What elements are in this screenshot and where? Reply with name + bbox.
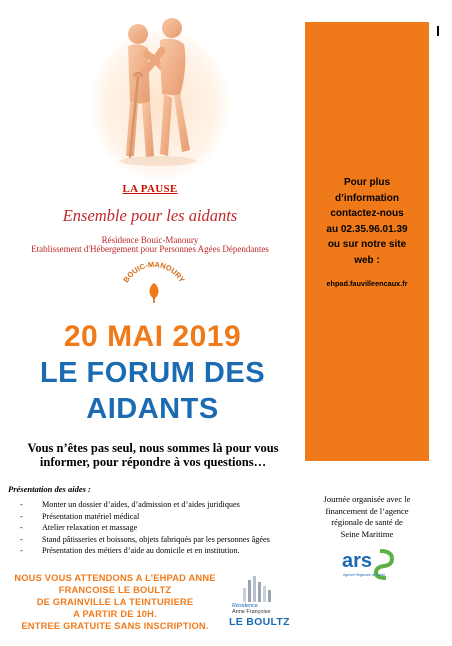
contact-line1: Pour plus	[343, 177, 391, 188]
list-item: - Présentation matériel médical	[20, 511, 310, 523]
tagline-line2: informer, pour répondre à vos questions…	[39, 455, 267, 469]
elderly-couple-illustration	[100, 6, 212, 176]
etablissement-description: Etablissement d'Hébergement pour Personnes Agées Dépendantes	[31, 244, 269, 254]
text-cursor	[437, 26, 439, 36]
sponsor-line1: Journée organisée avec le	[323, 494, 411, 504]
contact-website-link[interactable]: ehpad.fauvilleencaux.fr	[326, 279, 408, 288]
event-title-line2: AIDANTS	[86, 393, 219, 425]
invitation-line1: NOUS VOUS ATTENDONS A L’EHPAD ANNE	[14, 573, 216, 583]
contact-line2: d’information	[335, 192, 399, 204]
ensemble-subtitle: Ensemble pour les aidants	[62, 206, 238, 225]
invitation-line5: ENTREE GRATUITE SANS INSCRIPTION.	[21, 621, 209, 631]
contact-phone: au 02.35.96.01.39	[326, 223, 408, 235]
ars-logo	[340, 545, 400, 581]
sponsor-line3: régionale de santé de	[331, 517, 403, 527]
list-item: - Monter un dossier d’aides, d’admission et d’aides juridiques	[20, 499, 310, 511]
presentation-title: Présentation des aides :	[8, 484, 91, 494]
invitation-line3: DE GRAINVILLE LA TEINTURIERE	[36, 597, 194, 607]
event-title-line1: LE FORUM DES	[39, 357, 266, 389]
aides-list	[20, 499, 310, 557]
boultz-name-label: Anne Françoise	[232, 609, 271, 615]
sponsor-note	[308, 494, 426, 540]
svg-text:BOUIC-MANOURY	[121, 260, 186, 284]
boultz-residence-label: Résidence	[232, 603, 258, 609]
invitation-line2: FRANCOISE LE BOULTZ	[58, 585, 172, 595]
tagline-line1: Vous n’êtes pas seul, nous sommes là pour vous	[27, 441, 279, 455]
list-item: - Atelier relaxation et massage	[20, 522, 310, 534]
sponsor-line4: Seine Maritime	[340, 528, 394, 539]
contact-line3: contactez-nous	[330, 208, 404, 219]
boultz-big-label: LE BOULTZ	[229, 616, 290, 628]
sponsor-line2: financement de l’agence	[325, 505, 409, 516]
list-item: - Présentation des métiers d’aide au domicile et en institution.	[20, 545, 310, 557]
tagline	[8, 441, 298, 469]
bouic-manoury-logo	[118, 257, 190, 307]
invitation-line4: A PARTIR DE 10H.	[73, 609, 157, 619]
ars-logo-subtext: Agence Régionale de Santé	[343, 573, 386, 577]
list-item: - Stand pâtisseries et boissons, objets fabriqués par les personnes âgées	[20, 534, 310, 546]
contact-line6: web :	[354, 254, 380, 266]
contact-text	[305, 175, 429, 268]
contact-line5: ou sur notre site	[327, 239, 407, 250]
residence-name: Résidence Bouic-Manoury	[101, 235, 199, 245]
ars-logo-text: ars	[342, 550, 373, 572]
invitation-text	[4, 572, 226, 632]
event-date: 20 MAI 2019	[63, 320, 242, 353]
bouic-logo-text: BOUIC-MANOURY	[121, 259, 187, 285]
la-pause-heading: LA PAUSE	[122, 183, 178, 195]
